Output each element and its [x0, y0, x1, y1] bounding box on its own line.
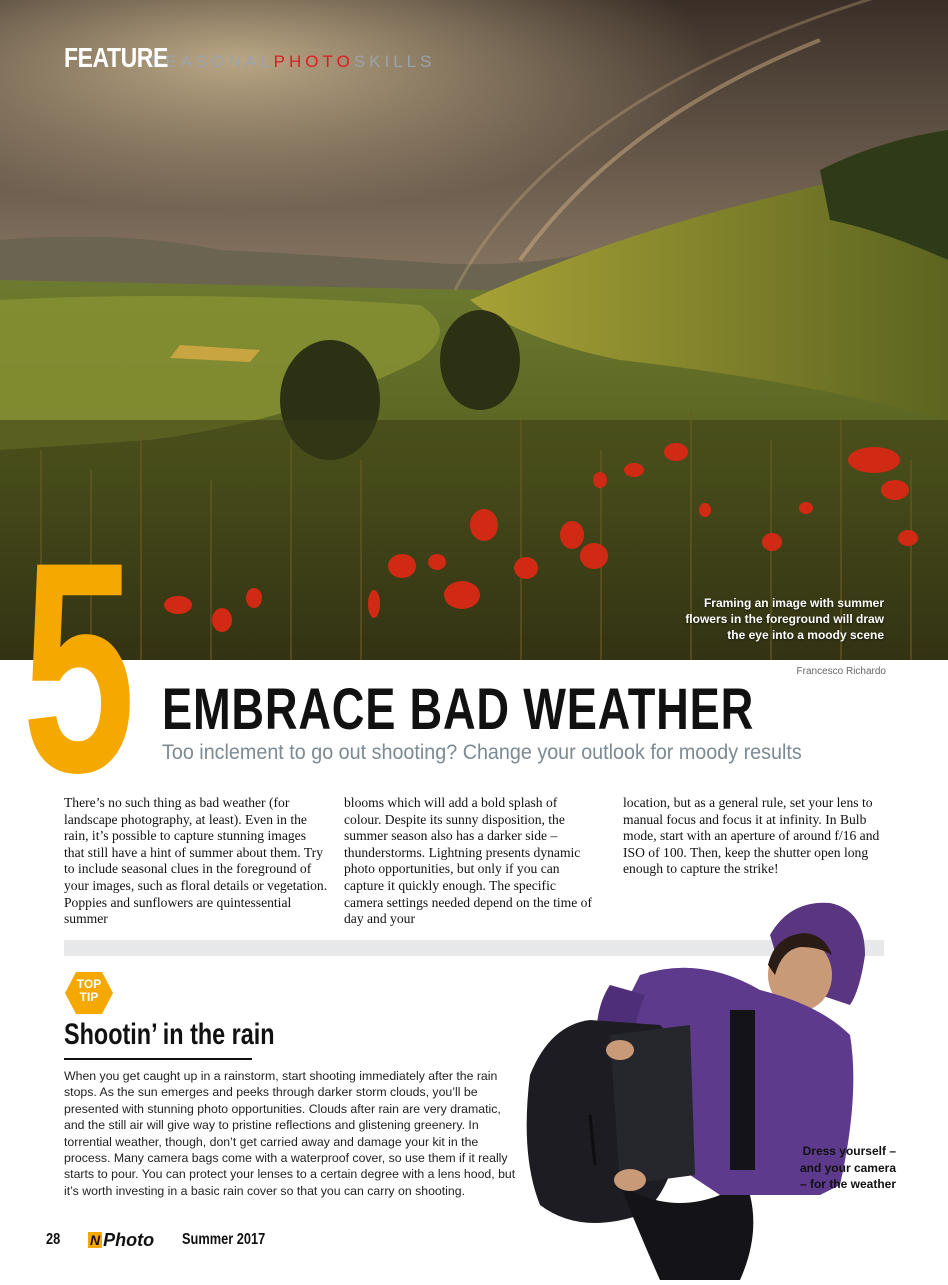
- rain-jacket-photo: [520, 895, 948, 1280]
- tip-body: When you get caught up in a rainstorm, start shooting immediately after the rain stops. As the sun emerges and peeks through darker storm clouds, you’ll be presented with stunning photo opportunities. Clouds after rain are very dramatic, and the still air will give way to pristine reflections and glistening greenery. In torrential weather, though, don’t get carried away and damage your kit in the process. Many camera bags come with a waterproof cover, so use them if it really starts to pour. You can protect your lenses to a certain degree with a lens hood, but it’s worth investing in a basic rain cover so that you can carry on shooting.: [64, 1069, 516, 1198]
- top-tip-line1: TOP: [76, 977, 102, 991]
- headline: EMBRACE BAD WEATHER: [162, 677, 755, 742]
- magazine-logo: [88, 1230, 154, 1251]
- feature-label: [64, 42, 435, 74]
- series-part-photo: PHOTO: [273, 52, 354, 71]
- logo-n: N: [90, 1232, 101, 1248]
- photo-caption: Dress yourself – and your camera – for the weather: [799, 1144, 896, 1191]
- series-title: [150, 52, 435, 72]
- photo-credit: Francesco Richardo: [796, 666, 886, 677]
- standfirst: Too inclement to go out shooting? Change your outlook for moody results: [162, 741, 802, 764]
- top-tip-badge: [64, 970, 114, 1016]
- tip-underline: [64, 1058, 252, 1060]
- body-column-1: There’s no such thing as bad weather (for landscape photography, at least). Even in the rain, it’s possible to capture stunning images that still have a hint of summer about them. Try to include seasonal clues in the foreground of your images, such as floral details or vegetation. Poppies and sunflowers are quintessential summer: [64, 795, 328, 927]
- hero-caption: Framing an image with summer flowers in the foreground will draw the eye into a moody scene: [685, 596, 884, 642]
- body-column-3: location, but as a general rule, set your lens to manual focus and focus it at infinity. In Bulb mode, start with an aperture of around f/16 and ISO of 100. Then, keep the shutter open long enough to capture the strike!: [623, 795, 880, 877]
- issue-date: Summer 2017: [182, 1231, 266, 1248]
- series-part-skills: SKILLS: [353, 52, 436, 71]
- series-part-seasonal: SEASONAL: [150, 52, 274, 71]
- page-footer: [46, 1230, 286, 1250]
- top-tip-line2: TIP: [79, 990, 99, 1004]
- feature-word: FEATURE: [64, 42, 168, 73]
- person-with-camera-bag-image: [520, 895, 948, 1280]
- logo-text: Photo: [103, 1229, 155, 1250]
- top-tip-text: [64, 978, 114, 1004]
- body-column-2: blooms which will add a bold splash of colour. Despite its sunny disposition, the summer season also has a darker side – thunderstorms. Lightning presents dynamic photo opportunities, but only if you can capture it quickly enough. The specific camera settings needed depend on the time of day and your: [344, 795, 592, 927]
- page-number: 28: [46, 1231, 61, 1248]
- section-number: 5: [22, 499, 129, 835]
- tip-title: Shootin’ in the rain: [64, 1018, 275, 1051]
